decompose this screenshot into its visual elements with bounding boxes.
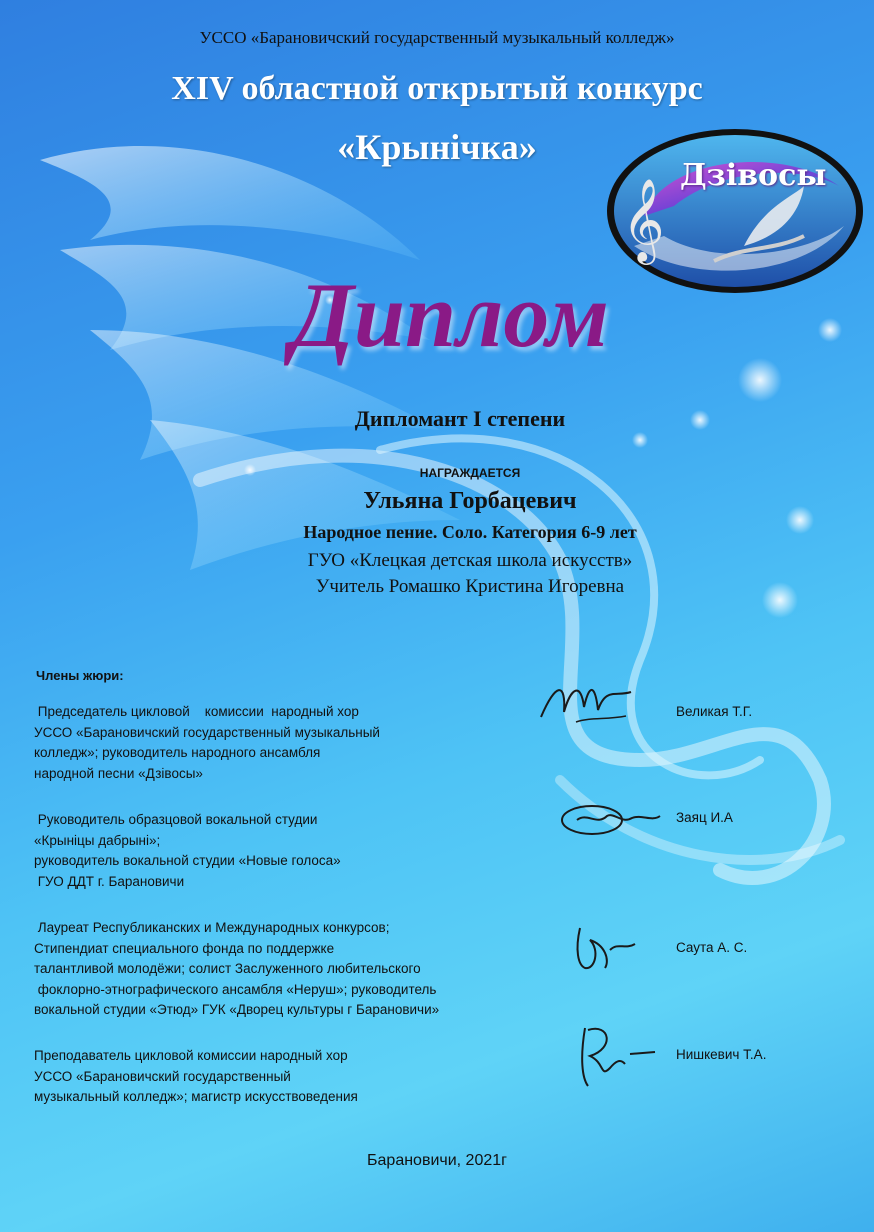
category-line: Народное пение. Соло. Категория 6-9 лет — [303, 522, 637, 542]
jury-member-name: Саута А. С. — [676, 940, 748, 955]
signature-sauta — [570, 920, 640, 975]
jury-member-description: Лауреат Республиканских и Международных конкурсов; Стипендиат специального фонда по поддержке талантливой молодёжи; солист Заслуженного любительского фоклорно-этнографического ансамбля «Неруш»; руководитель вокальной студии «Этюд» ГУК «Дворец культуры г Барановичи» — [34, 920, 440, 1017]
treble-clef-icon — [622, 177, 665, 265]
jury-member-name: Нишкевич Т.А. — [676, 1047, 767, 1062]
awarded-label: НАГРАЖДАЕТСЯ — [419, 466, 521, 480]
diploma-title: Диплом — [291, 264, 609, 366]
jury-member-description: Руководитель образцовой вокальной студии «Крыніцы дабрыні»; руководитель вокальной студии «Новые голоса» ГУО ДДТ г. Барановичи — [34, 812, 341, 889]
signature-zayats — [552, 792, 662, 842]
signature-velikaya — [536, 672, 636, 732]
jury-member-name: Великая Т.Г. — [676, 704, 753, 719]
winner-name: Ульяна Горбацевич — [363, 488, 577, 514]
city-date: Барановичи, 2021г — [367, 1152, 507, 1169]
svg-text:𝄞: 𝄞 — [622, 177, 665, 261]
jury-member-name: Заяц И.А — [676, 810, 733, 825]
organization-line: УССО «Барановичский государственный музыкальный колледж» — [199, 28, 675, 47]
jury-member-description: Председатель цикловой комиссии народный хор УССО «Барановичский государственный музыкальный колледж»; руководитель народного ансамбля народной песни «Дзівосы» — [34, 704, 380, 781]
contest-name: «Крынічка» — [337, 127, 537, 167]
signature-nishkevich — [570, 1018, 660, 1090]
diploma-degree: Дипломант I степени — [354, 406, 566, 431]
school-line: ГУО «Клецкая детская школа искусств» — [307, 550, 633, 571]
contest-title: XIV областной открытый конкурс — [171, 70, 703, 107]
logo-text: Дзівосы — [680, 158, 827, 193]
teacher-line: Учитель Ромашко Кристина Игоревна — [315, 576, 625, 597]
jury-heading: Члены жюри: — [36, 668, 124, 683]
jury-member-description: Преподаватель цикловой комиссии народный хор УССО «Барановичский государственный музыкальный колледж»; магистр искусствоведения — [34, 1048, 358, 1104]
